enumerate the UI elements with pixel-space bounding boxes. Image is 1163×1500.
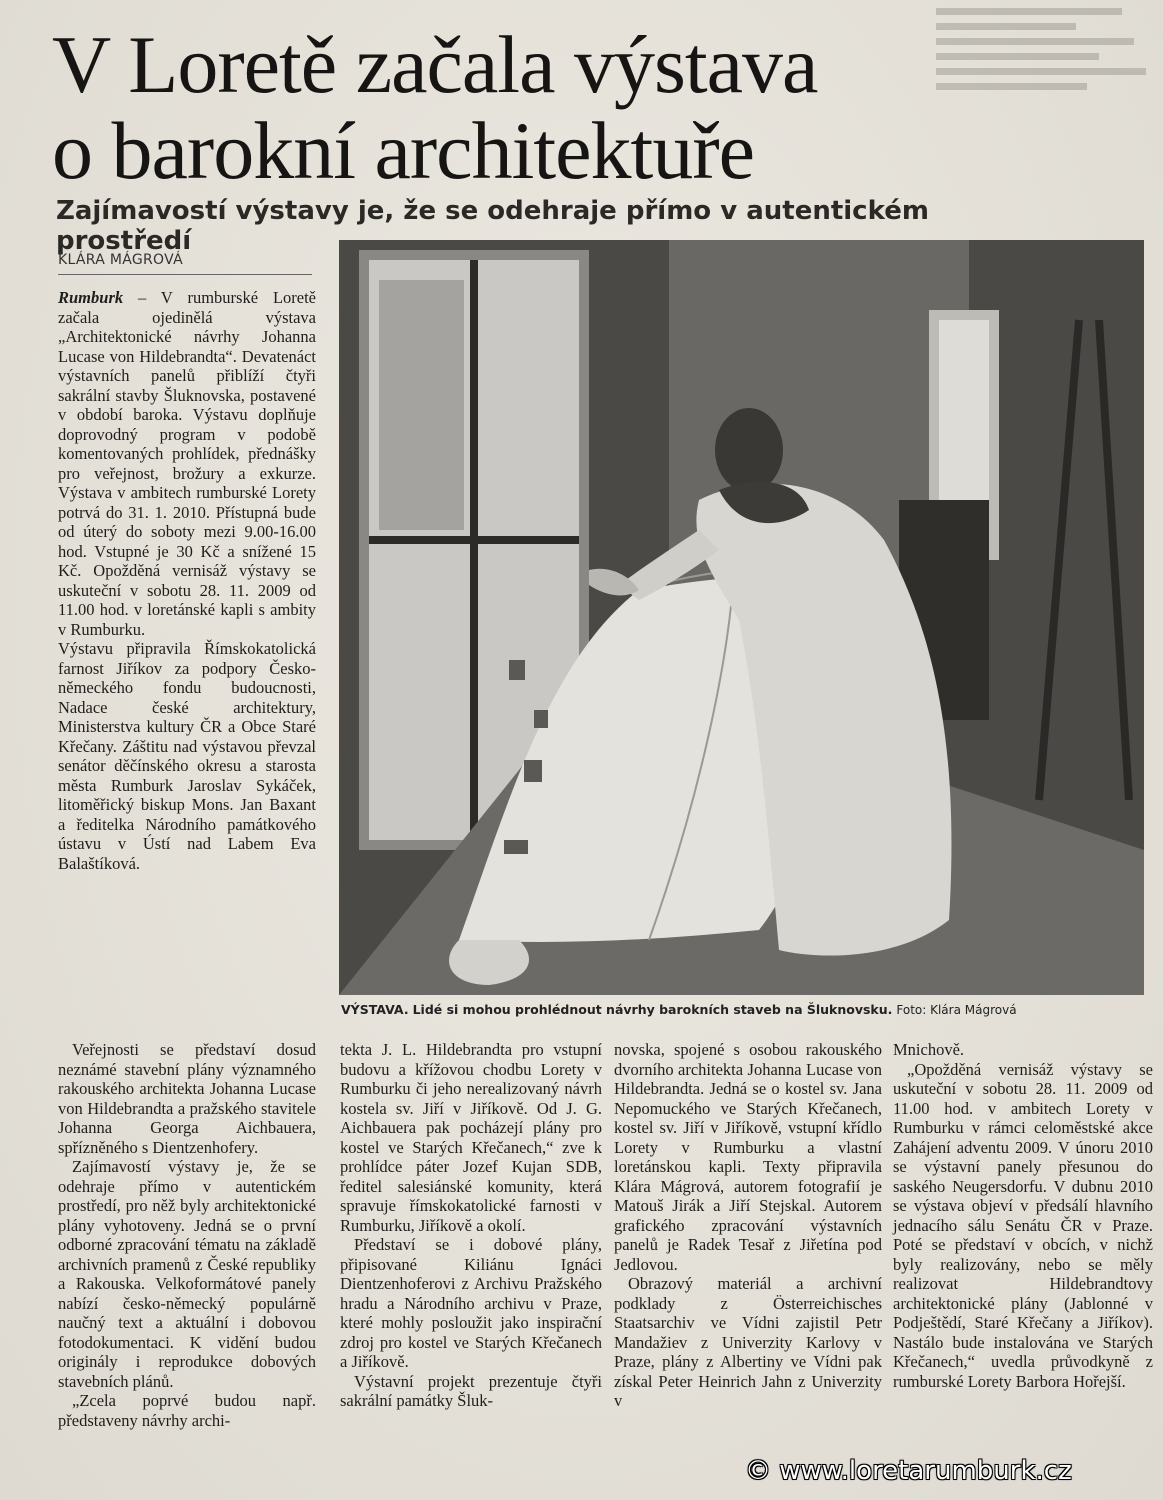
paragraph: Obrazový materiál a archivní podklady z Österreichisches Staatsarchiv ve Vídni zajistil Petr Mandažiev z Univerzity Karlovy v Praze, plány z Albertiny ve Vídni pak získal Peter Heinrich Jahn z Univerzity v: [614, 1274, 882, 1410]
adjacent-column-remnant: [930, 0, 1163, 120]
article-column-3: [614, 1040, 882, 1411]
caption-label: VÝSTAVA.: [341, 1002, 409, 1017]
paragraph: Představí se i dobové plány, připisované Kiliánu Ignáci Dientzenhoferovi z Archivu Pražského hradu a Národního archivu v Praze, které mohly posloužit jako inspirační zdroj pro kostel ve Starých Křečanech a Jiříkově.: [340, 1235, 602, 1371]
article-column-2: [340, 1040, 602, 1411]
caption-text: Lidé si mohou prohlédnout návrhy barokních staveb na Šluknovsku.: [412, 1002, 893, 1017]
lead-paragraph-text: – V rumburské Loretě začala ojedinělá výstava „Architektonické návrhy Johanna Lucase von Hildebrandta“. Devatenáct výstavních panelů přiblíží čtyři sakrální stavby Šluknovska, postavené v období baroka. Výstavu doplňuje doprovodný program v podobě komentovaných prohlídek, přednášky pro veřejnost, brožury a exkurze. Výstava v ambitech rumburské Lorety potrvá do 31. 1. 2010. Přístupná bude od úterý do soboty mezi 9.00-16.00 hod. Vstupné je 30 Kč a snížené 15 Kč. Opožděná vernisáž výstavy se uskuteční v sobotu 28. 11. 2009 od 11.00 hod. v loretánské kapli s ambity v Rumburku.: [58, 288, 316, 639]
photo-credit: Foto: Klára Mágrová: [896, 1003, 1017, 1017]
subtitle: Zajímavostí výstavy je, že se odehraje přímo v autentickém prostředí: [56, 196, 929, 256]
paragraph: tekta J. L. Hildebrandta pro vstupní budovu a křížovou chodbu Lorety v Rumburku či jeho nerealizovaný návrh kostela sv. Jiří v Jiříkově. Od J. G. Aichbauera pak pocházejí plány pro kostel ve Starých Křečanech,“ zve k prohlídce páter Jozef Kujan SDB, ředitel salesiánské komunity, která spravuje římskokatolické farnosti v Rumburku, Jiříkově a okolí.: [340, 1040, 602, 1235]
photo-illustration: [339, 240, 1144, 995]
headline-line-1: V Loretě začala výstava: [52, 19, 818, 110]
article-column-1-top: [58, 288, 316, 873]
photo-caption: [341, 1002, 1141, 1017]
dateline: Rumburk: [58, 288, 124, 307]
headline-line-2: o barokní architektuře: [52, 105, 755, 196]
byline: KLÁRA MÁGROVÁ: [58, 252, 312, 275]
article-column-4: [893, 1040, 1153, 1391]
paragraph: Výstavní projekt prezentuje čtyři sakrální památky Šluk-: [340, 1371, 602, 1410]
paragraph: Výstavu připravila Římskokatolická farnost Jiříkov za podpory Česko-německého fondu budoucnosti, Nadace české architektury, Ministerstva kultury ČR a Obce Staré Křečany. Záštitu nad výstavou převzal senátor děčínského okresu a starosta města Rumburk Jaroslav Sykáček, litoměřický biskup Mons. Jan Baxant a ředitelka Národního památkového ústavu v Ústí nad Labem Eva Balaštíková.: [58, 639, 316, 873]
paragraph: Zajímavostí výstavy je, že se odehraje přímo v autentickém prostředí, pro něž byly architektonické plány vyhotoveny. Jedná se o první odborné zpracování tématu na základě archivních pramenů z České republiky a Rakouska. Velkoformátové panely nabízí česko-německý populárně naučný text a aktuální i dobovou fotodokumentaci. K vidění budou originály i reprodukce dobových stavebních plánů.: [58, 1157, 316, 1391]
website-watermark: © www.loretarumburk.cz: [745, 1456, 1072, 1486]
paragraph: novska, spojené s osobou rakouského dvorního architekta Johanna Lucase von Hildebrandta. Jedná se o kostel sv. Jana Nepomuckého ve Starých Křečanech, kostel sv. Jiří v Jiříkově, vstupní křídlo Lorety v Rumburku a vlastní loretánskou kapli. Texty připravila Klára Mágrová, autorem fotografií je Matouš Jirák a Jiří Stejskal. Autorem grafického zpracování výstavních panelů je Radek Tesař z Jiřetína pod Jedlovou.: [614, 1040, 882, 1274]
paragraph: „Zcela poprvé budou např. představeny návrhy archi-: [58, 1391, 316, 1430]
article-photo: [339, 240, 1144, 995]
paragraph: Veřejnosti se představí dosud neznámé stavební plány významného rakouského architekta Johanna Lucase von Hildebrandta a pražského stavitele Johanna Georga Aichbauera, spřízněného s Dientzenhofery.: [58, 1040, 316, 1157]
lead-paragraph: [58, 288, 316, 639]
article-column-1-bottom: [58, 1040, 316, 1430]
headline: [52, 19, 932, 196]
paragraph: „Opožděná vernisáž výstavy se uskuteční v sobotu 28. 11. 2009 od 11.00 hod. v ambitech Lorety v Rumburku v rámci celoměstské akce Zahájení adventu 2009. V únoru 2010 se výstavní panely přesunou do saského Neugersdorfu. V dubnu 2010 se výstava objeví v předsálí hlavního jednacího sálu Senátu ČR v Praze. Poté se představí v obcích, v nichž byly realizovány, nebo se měly realizovat Hildebrandtovy architektonické plány (Jablonné v Podještědí, Staré Křečany a Jiříkov). Nastálo bude instalována ve Starých Křečanech,“ uvedla průvodkyně z rumburské Lorety Barbora Hořejší.: [893, 1059, 1153, 1391]
paragraph: Mnichově.: [893, 1040, 965, 1059]
